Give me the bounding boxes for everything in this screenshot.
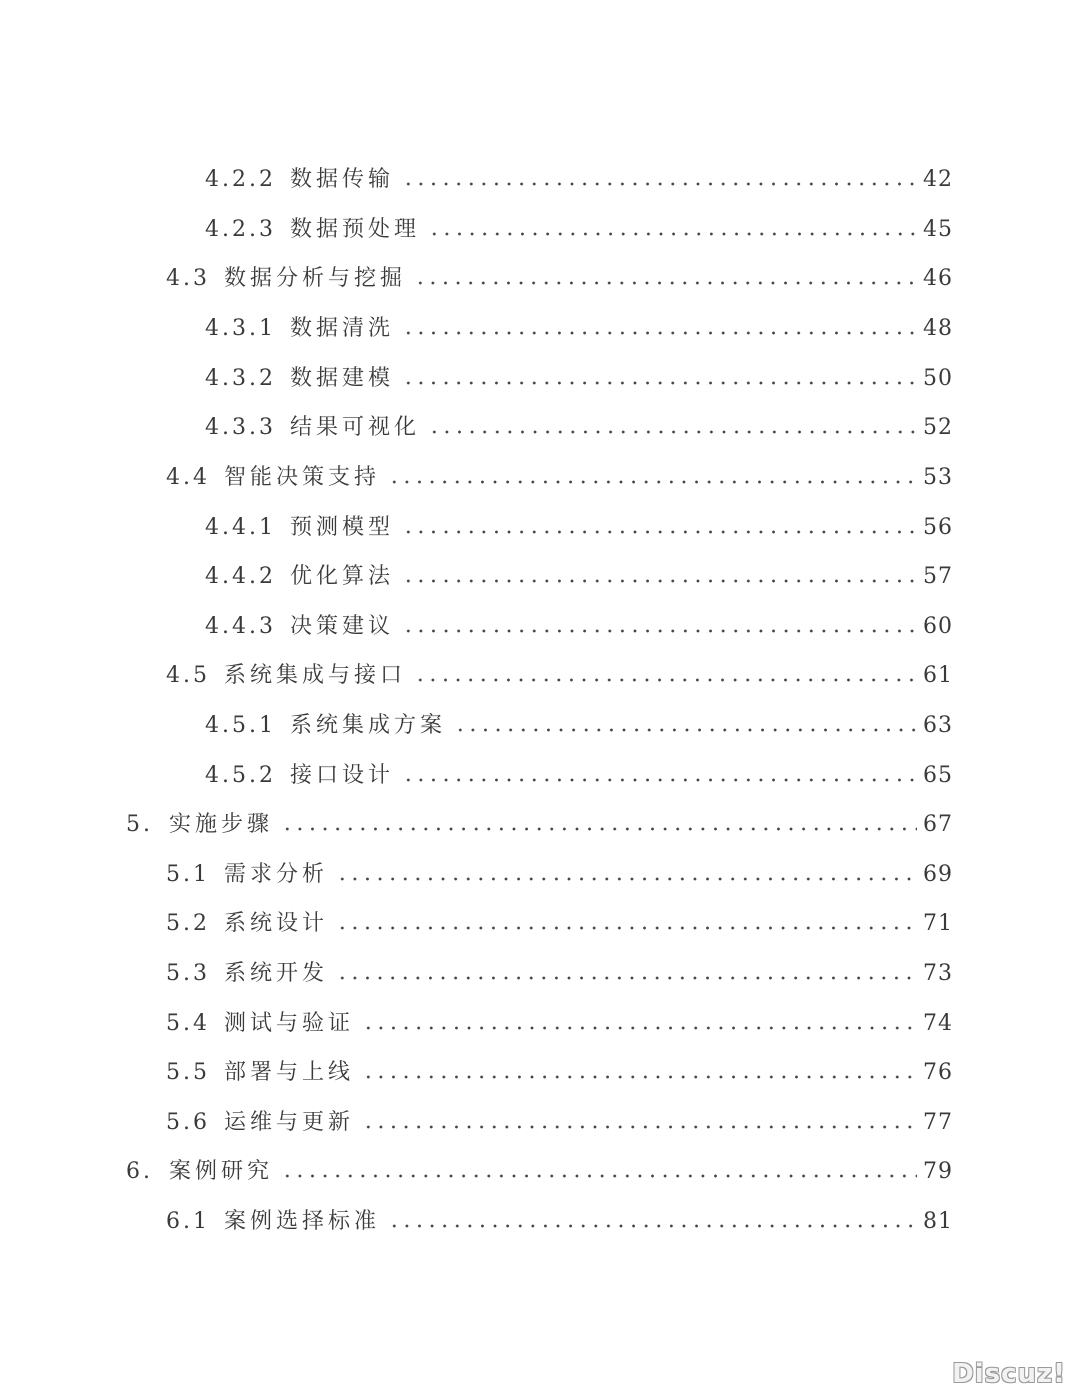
toc-entry-page: 46 — [923, 266, 953, 291]
toc-entry-title: 智能决策支持 — [224, 465, 381, 490]
toc-entry-page: 61 — [923, 663, 953, 688]
dot-leader — [402, 577, 917, 585]
toc-entry-title: 接口设计 — [289, 763, 394, 788]
toc-entry-number: 4.3 — [166, 266, 210, 291]
toc-entry[interactable] — [205, 503, 953, 543]
toc-entry[interactable] — [205, 304, 953, 344]
dot-leader — [362, 1073, 917, 1081]
toc-entry-title: 数据传输 — [289, 167, 394, 192]
toc-entry-number: 4.4.2 — [205, 564, 276, 589]
toc-entry[interactable] — [166, 651, 953, 691]
toc-entry-page: 53 — [923, 465, 953, 490]
toc-entry[interactable] — [205, 552, 953, 592]
dot-leader — [336, 974, 917, 982]
toc-entry-number: 4.4 — [166, 465, 210, 490]
toc-entry-page: 45 — [923, 217, 953, 242]
dot-leader — [402, 379, 917, 387]
dot-leader — [336, 875, 917, 883]
toc-entry-title: 实施步骤 — [169, 812, 274, 837]
toc-entry-page: 69 — [923, 862, 953, 887]
toc-entry-number: 5. — [126, 812, 153, 837]
toc-entry-page: 60 — [923, 614, 953, 639]
toc-entry-number: 6. — [126, 1159, 153, 1184]
toc-entry-page: 65 — [923, 763, 953, 788]
toc-entry-title: 测试与验证 — [224, 1011, 355, 1036]
toc-entry-page: 42 — [923, 167, 953, 192]
toc-entry-title: 数据清洗 — [289, 316, 394, 341]
dot-leader — [428, 230, 917, 238]
toc-entry-title: 部署与上线 — [224, 1060, 355, 1085]
dot-leader — [402, 528, 917, 536]
toc-entry[interactable] — [205, 701, 953, 741]
toc-entry-title: 运维与更新 — [224, 1110, 355, 1135]
dot-leader — [362, 1123, 917, 1131]
toc-entry-number: 5.5 — [166, 1060, 210, 1085]
toc-entry-page: 76 — [923, 1060, 953, 1085]
toc-entry-number: 5.4 — [166, 1011, 210, 1036]
toc-entry-number: 4.5.2 — [205, 763, 276, 788]
toc-entry-title: 系统设计 — [224, 911, 329, 936]
toc-entry-number: 5.3 — [166, 961, 210, 986]
toc-entry-page: 50 — [923, 366, 953, 391]
toc-entry[interactable] — [166, 1197, 953, 1237]
toc-entry[interactable] — [205, 602, 953, 642]
toc-entry-page: 74 — [923, 1011, 953, 1036]
toc-entry-title: 数据分析与挖掘 — [224, 266, 407, 291]
toc-entry-number: 4.5.1 — [205, 713, 276, 738]
dot-leader — [281, 1172, 917, 1180]
toc-entry-title: 系统集成与接口 — [224, 663, 407, 688]
toc-entry-page: 71 — [923, 911, 953, 936]
toc-entry-number: 5.2 — [166, 911, 210, 936]
toc-entry-number: 5.6 — [166, 1110, 210, 1135]
toc-entry-number: 4.2.3 — [205, 217, 276, 242]
toc-entry[interactable] — [166, 254, 953, 294]
toc-entry[interactable] — [166, 949, 953, 989]
toc-entry[interactable] — [126, 1147, 953, 1187]
toc-entry[interactable] — [166, 453, 953, 493]
toc-entry[interactable] — [166, 1048, 953, 1088]
dot-leader — [281, 825, 917, 833]
toc-entry[interactable] — [205, 354, 953, 394]
toc-entry-title: 决策建议 — [289, 614, 394, 639]
toc-entry-number: 4.4.1 — [205, 515, 276, 540]
toc-entry-number: 5.1 — [166, 862, 210, 887]
toc-entry-number: 4.4.3 — [205, 614, 276, 639]
toc-entry-title: 数据建模 — [289, 366, 394, 391]
toc-entry-number: 4.2.2 — [205, 167, 276, 192]
toc-entry[interactable] — [205, 155, 953, 195]
toc-entry-page: 48 — [923, 316, 953, 341]
toc-entry[interactable] — [205, 205, 953, 245]
toc-entry-page: 73 — [923, 961, 953, 986]
toc-entry[interactable] — [166, 1098, 953, 1138]
toc-entry-page: 52 — [923, 415, 953, 440]
dot-leader — [402, 329, 917, 337]
toc-entry-title: 优化算法 — [289, 564, 394, 589]
toc-entry-page: 77 — [923, 1110, 953, 1135]
toc-entry-title: 系统开发 — [224, 961, 329, 986]
toc-entry-page: 63 — [923, 713, 953, 738]
dot-leader — [336, 924, 917, 932]
toc-entry-page: 67 — [923, 812, 953, 837]
dot-leader — [402, 180, 917, 188]
toc-entry-title: 案例研究 — [169, 1159, 274, 1184]
toc-entry[interactable] — [166, 899, 953, 939]
toc-entry[interactable] — [205, 751, 953, 791]
toc-entry-title: 需求分析 — [224, 862, 329, 887]
dot-leader — [414, 279, 917, 287]
toc-entry-title: 数据预处理 — [289, 217, 420, 242]
toc-entry-page: 81 — [923, 1209, 953, 1234]
dot-leader — [414, 676, 917, 684]
toc-entry-number: 4.3.1 — [205, 316, 276, 341]
dot-leader — [388, 478, 917, 486]
toc-entry-number: 4.5 — [166, 663, 210, 688]
toc-entry[interactable] — [126, 800, 953, 840]
watermark-logo: Discuz! — [952, 1359, 1066, 1389]
toc-entry[interactable] — [205, 403, 953, 443]
toc-entry[interactable] — [166, 999, 953, 1039]
toc-entry-number: 4.3.3 — [205, 415, 276, 440]
dot-leader — [402, 627, 917, 635]
dot-leader — [388, 1222, 917, 1230]
toc-entry-number: 4.3.2 — [205, 366, 276, 391]
dot-leader — [428, 428, 917, 436]
toc-entry-page: 79 — [923, 1159, 953, 1184]
dot-leader — [362, 1024, 917, 1032]
toc-entry-title: 系统集成方案 — [289, 713, 446, 738]
toc-entry[interactable] — [166, 850, 953, 890]
toc-entry-title: 案例选择标准 — [224, 1209, 381, 1234]
toc-entry-number: 6.1 — [166, 1209, 210, 1234]
toc-entry-page: 56 — [923, 515, 953, 540]
toc-entry-title: 结果可视化 — [289, 415, 420, 440]
toc-entry-title: 预测模型 — [289, 515, 394, 540]
dot-leader — [454, 726, 917, 734]
dot-leader — [402, 776, 917, 784]
toc-entry-page: 57 — [923, 564, 953, 589]
